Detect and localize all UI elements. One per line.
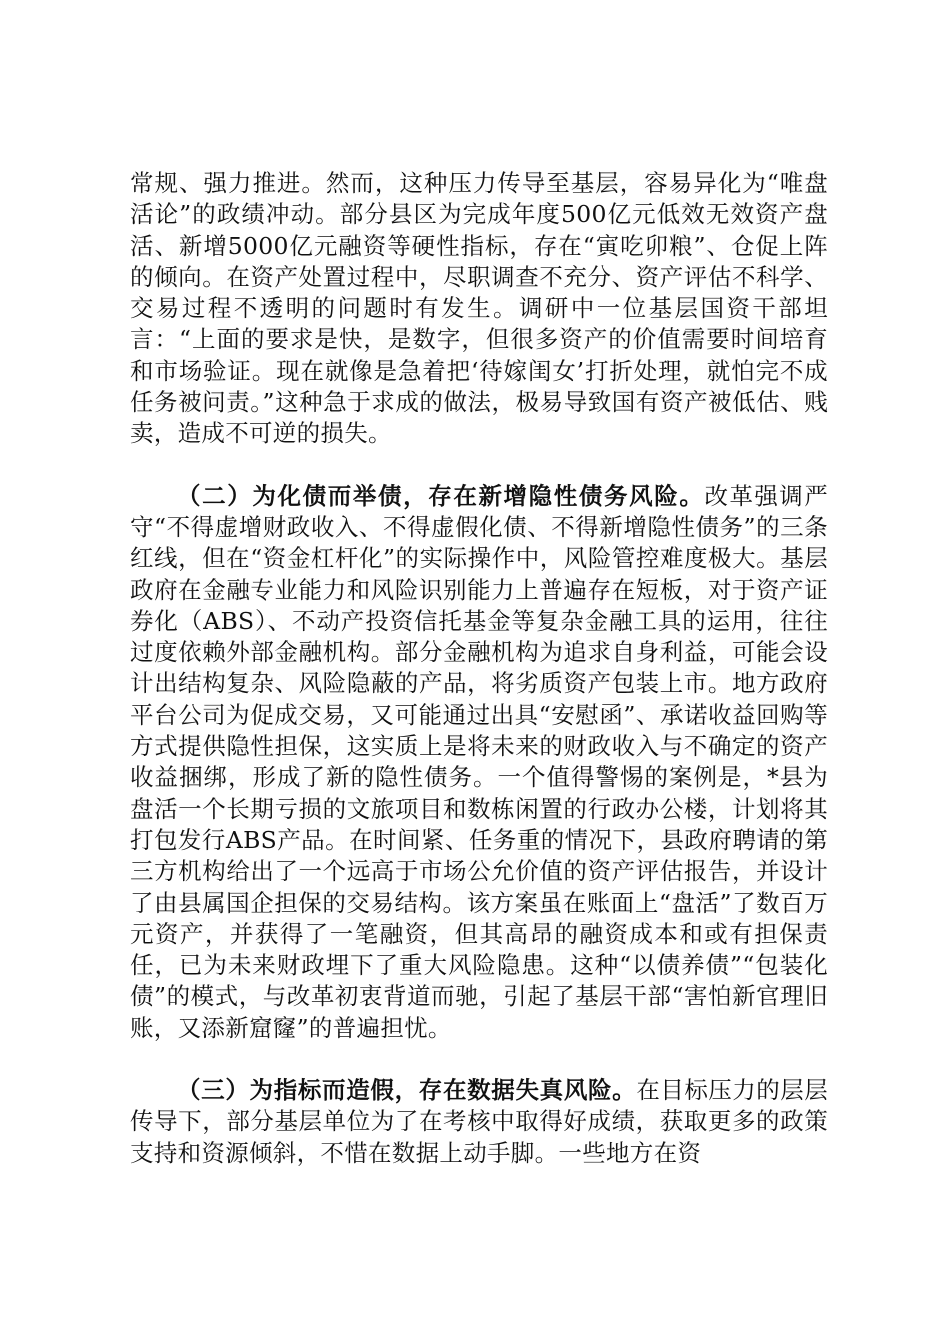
section-heading-2: （二）为化债而举债，存在新增隐性债务风险。	[177, 481, 705, 510]
paragraph-3	[130, 1075, 828, 1169]
document-page	[130, 168, 828, 1200]
paragraph-2-text: 改革强调严守“不得虚增财政收入、不得虚假化债、不得新增隐性债务”的三条红线，但在“资金杠杆化”的实际操作中，风险管控难度极大。基层政府在金融专业能力和风险识别能力上普遍存在短板，对于资产证券化（ABS）、不动产投资信托基金等复杂金融工具的运用，往往过度依赖外部金融机构。部分金融机构为追求自身利益，可能会设计出结构复杂、风险隐蔽的产品，将劣质资产包装上市。地方政府平台公司为促成交易，又可能通过出具“安慰函”、承诺收益回购等方式提供隐性担保，这实质上是将未来的财政收入与不确定的资产收益捆绑，形成了新的隐性债务。一个值得警惕的案例是，*县为盘活一个长期亏损的文旅项目和数栋闲置的行政办公楼，计划将其打包发行ABS产品。在时间紧、任务重的情况下，县政府聘请的第三方机构给出了一个远高于市场公允价值的资产评估报告，并设计了由县属国企担保的交易结构。该方案虽在账面上“盘活”了数百万元资产，并获得了一笔融资，但其高昂的融资成本和或有担保责任，已为未来财政埋下了重大风险隐患。这种“以债养债”“包装化债”的模式，与改革初衷背道而驰，引起了基层干部“害怕新官理旧账，又添新窟窿”的普遍担忧。	[130, 481, 829, 1042]
paragraph-2	[130, 481, 828, 1044]
section-heading-3: （三）为指标而造假，存在数据失真风险。	[177, 1076, 637, 1105]
paragraph-1	[130, 168, 828, 450]
paragraph-3-text: 在目标压力的层层传导下，部分基层单位为了在考核中取得好成绩，获取更多的政策支持和资源倾斜，不惜在数据上动手脚。一些地方在资	[130, 1076, 828, 1167]
paragraph-1-text: 常规、强力推进。然而，这种压力传导至基层，容易异化为“唯盘活论”的政绩冲动。部分县区为完成年度500亿元低效无效资产盘活、新增5000亿元融资等硬性指标，存在“寅吃卯粮”、仓促上阵的倾向。在资产处置过程中，尽职调查不充分、资产评估不科学、交易过程不透明的问题时有发生。调研中一位基层国资干部坦言：“上面的要求是快，是数字，但很多资产的价值需要时间培育和市场验证。现在就像是急着把‘待嫁闺女’打折处理，就怕完不成任务被问责。”这种急于求成的做法，极易导致国有资产被低估、贱卖，造成不可逆的损失。	[130, 169, 828, 448]
